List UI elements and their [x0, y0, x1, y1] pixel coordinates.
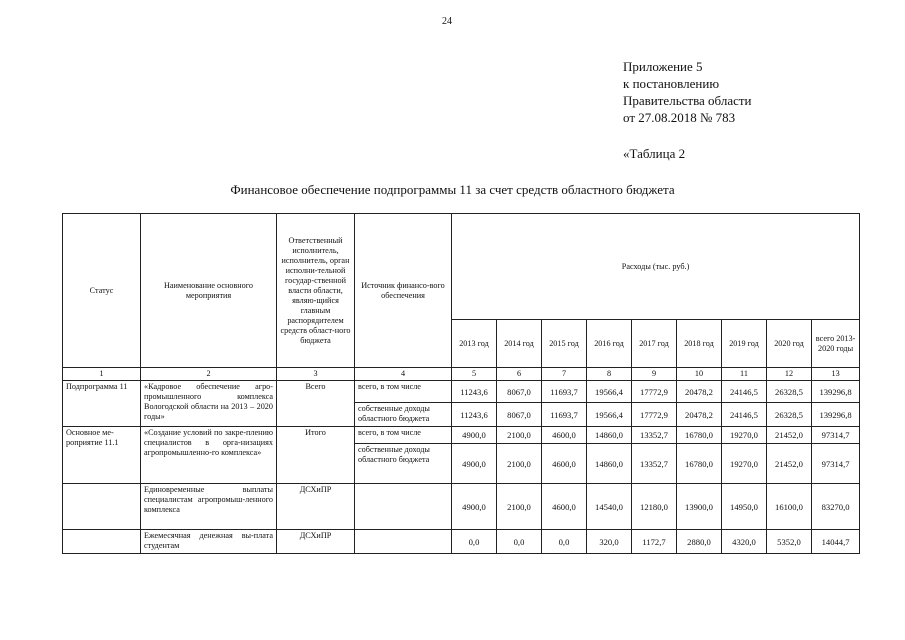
value-cell: 2100,0	[497, 427, 542, 444]
executor-cell: Итого	[277, 427, 355, 484]
value-cell-total: 139296,8	[812, 403, 860, 427]
value-cell: 21452,0	[767, 427, 812, 444]
value-cell: 4900,0	[452, 484, 497, 530]
value-cell: 19270,0	[722, 427, 767, 444]
column-number: 10	[677, 368, 722, 381]
status-cell: Основное ме-роприятие 11.1	[63, 427, 141, 484]
column-number: 9	[632, 368, 677, 381]
header-year: 2017 год	[632, 320, 677, 368]
value-cell: 21452,0	[767, 444, 812, 484]
value-cell: 1172,7	[632, 530, 677, 554]
appendix-block	[623, 58, 752, 126]
value-cell: 16780,0	[677, 427, 722, 444]
column-number: 7	[542, 368, 587, 381]
value-cell: 2100,0	[497, 444, 542, 484]
column-number: 12	[767, 368, 812, 381]
executor-cell: ДСХиПР	[277, 484, 355, 530]
value-cell: 14950,0	[722, 484, 767, 530]
column-number: 11	[722, 368, 767, 381]
column-number: 5	[452, 368, 497, 381]
appendix-line: Правительства области	[623, 93, 752, 108]
appendix-line: Приложение 5	[623, 59, 703, 74]
value-cell: 8067,0	[497, 403, 542, 427]
header-expenses: Расходы (тыс. руб.)	[452, 214, 860, 320]
value-cell-total: 139296,8	[812, 381, 860, 403]
value-cell: 0,0	[542, 530, 587, 554]
value-cell: 2880,0	[677, 530, 722, 554]
value-cell: 16780,0	[677, 444, 722, 484]
source-cell: всего, в том числе	[355, 427, 452, 444]
event-name-cell: Единовременные выплаты специалистам агропромыш-ленного комплекса	[141, 484, 277, 530]
value-cell: 11693,7	[542, 381, 587, 403]
value-cell: 320,0	[587, 530, 632, 554]
page-number: 24	[442, 16, 452, 27]
header-year: 2018 год	[677, 320, 722, 368]
source-cell	[355, 484, 452, 530]
column-number: 3	[277, 368, 355, 381]
value-cell: 11243,6	[452, 403, 497, 427]
value-cell: 19566,4	[587, 403, 632, 427]
column-number: 2	[141, 368, 277, 381]
header-year: 2020 год	[767, 320, 812, 368]
column-number: 4	[355, 368, 452, 381]
source-cell: всего, в том числе	[355, 381, 452, 403]
column-numbers-row	[63, 368, 860, 381]
table-row	[63, 381, 860, 403]
value-cell: 2100,0	[497, 484, 542, 530]
value-cell: 14860,0	[587, 444, 632, 484]
header-year-total: всего 2013-2020 годы	[812, 320, 860, 368]
header-year: 2016 год	[587, 320, 632, 368]
appendix-line: к постановлению	[623, 76, 720, 91]
document-title: Финансовое обеспечение подпрограммы 11 за счет средств областного бюджета	[230, 182, 675, 197]
column-number: 6	[497, 368, 542, 381]
header-event-name: Наименование основного мероприятия	[141, 214, 277, 368]
value-cell: 4900,0	[452, 427, 497, 444]
value-cell: 26328,5	[767, 381, 812, 403]
value-cell: 13900,0	[677, 484, 722, 530]
value-cell: 14540,0	[587, 484, 632, 530]
value-cell-total: 14044,7	[812, 530, 860, 554]
value-cell: 14860,0	[587, 427, 632, 444]
value-cell: 19566,4	[587, 381, 632, 403]
event-name-cell: Ежемесячная денежная вы-плата студентам	[141, 530, 277, 554]
value-cell-total: 97314,7	[812, 427, 860, 444]
value-cell: 12180,0	[632, 484, 677, 530]
value-cell: 4320,0	[722, 530, 767, 554]
header-year: 2014 год	[497, 320, 542, 368]
value-cell: 5352,0	[767, 530, 812, 554]
value-cell: 20478,2	[677, 381, 722, 403]
table-row	[63, 427, 860, 444]
header-year: 2015 год	[542, 320, 587, 368]
value-cell: 11693,7	[542, 403, 587, 427]
value-cell: 17772,9	[632, 403, 677, 427]
value-cell: 13352,7	[632, 427, 677, 444]
value-cell: 11243,6	[452, 381, 497, 403]
table-label: «Таблица 2	[623, 146, 686, 161]
event-name-cell: «Кадровое обеспечение агро-промышленного комплекса Вологодской области на 2013 – 2020 годы»	[141, 381, 277, 427]
column-number: 13	[812, 368, 860, 381]
appendix-line: от 27.08.2018 № 783	[623, 110, 736, 125]
column-number: 1	[63, 368, 141, 381]
executor-cell: Всего	[277, 381, 355, 427]
executor-cell: ДСХиПР	[277, 530, 355, 554]
header-source: Источник финансо-вого обеспечения	[355, 214, 452, 368]
value-cell: 24146,5	[722, 403, 767, 427]
value-cell: 0,0	[497, 530, 542, 554]
header-year: 2013 год	[452, 320, 497, 368]
value-cell: 26328,5	[767, 403, 812, 427]
header-status: Статус	[63, 214, 141, 368]
value-cell: 8067,0	[497, 381, 542, 403]
value-cell-total: 97314,7	[812, 444, 860, 484]
value-cell: 4900,0	[452, 444, 497, 484]
value-cell: 13352,7	[632, 444, 677, 484]
value-cell: 0,0	[452, 530, 497, 554]
value-cell: 19270,0	[722, 444, 767, 484]
header-row	[63, 214, 860, 320]
header-executor: Ответственный исполнитель, исполнитель, орган исполни-тельной государ-ственной власти области, являю-щийся главным распорядителем средств област-ного бюджета	[277, 214, 355, 368]
table-row	[63, 484, 860, 530]
status-cell	[63, 484, 141, 530]
value-cell: 4600,0	[542, 484, 587, 530]
value-cell: 20478,2	[677, 403, 722, 427]
source-cell	[355, 530, 452, 554]
value-cell: 4600,0	[542, 427, 587, 444]
value-cell: 16100,0	[767, 484, 812, 530]
value-cell: 24146,5	[722, 381, 767, 403]
status-cell: Подпрограмма 11	[63, 381, 141, 427]
source-cell: собственные доходы областного бюджета	[355, 403, 452, 427]
table-row	[63, 530, 860, 554]
column-number: 8	[587, 368, 632, 381]
value-cell: 4600,0	[542, 444, 587, 484]
source-cell: собственные доходы областного бюджета	[355, 444, 452, 484]
value-cell: 17772,9	[632, 381, 677, 403]
event-name-cell: «Создание условий по закре-плению специалистов в орга-низациях агропромышленно-го комплекса»	[141, 427, 277, 484]
finance-table	[62, 213, 860, 554]
status-cell	[63, 530, 141, 554]
header-year: 2019 год	[722, 320, 767, 368]
value-cell-total: 83270,0	[812, 484, 860, 530]
